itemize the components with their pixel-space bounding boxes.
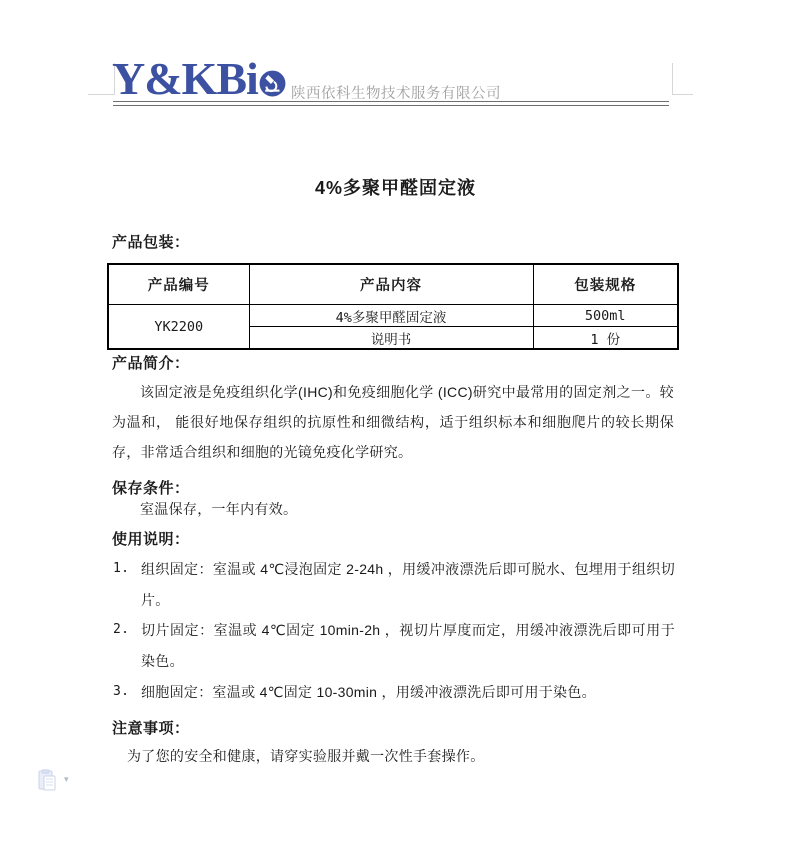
list-item-number: 2.	[113, 622, 130, 638]
section-heading-storage: 保存条件：	[112, 480, 190, 497]
list-item-text: 切片固定：室温或 4℃固定 10min-2h ，视切片厚度而定，用缓冲液漂洗后即可用于染色。	[141, 622, 675, 670]
notes-paragraph: 为了您的安全和健康，请穿实验服并戴一次性手套操作。	[127, 748, 485, 764]
list-item	[112, 677, 675, 708]
list-item	[112, 554, 675, 615]
col-header-product-code: 产品编号	[108, 264, 249, 305]
text-boundary-mark-left	[88, 63, 115, 95]
list-item	[112, 615, 675, 676]
company-logo	[112, 53, 286, 104]
list-item-number: 3.	[113, 683, 130, 699]
col-header-product-content: 产品内容	[249, 264, 533, 305]
product-content-cell: 说明书	[249, 327, 533, 350]
list-item-text: 细胞固定：室温或 4℃固定 10-30min ，用缓冲液漂洗后即可用于染色。	[141, 683, 596, 700]
product-content-cell: 4%多聚甲醛固定液	[249, 305, 533, 327]
section-heading-notes: 注意事项：	[112, 720, 190, 737]
package-spec-cell: 500ml	[533, 305, 678, 327]
product-code-cell: YK2200	[108, 305, 249, 350]
package-spec-cell: 1 份	[533, 327, 678, 350]
paste-options-button[interactable]	[38, 769, 69, 791]
list-item-number: 1.	[113, 561, 130, 576]
packaging-table	[107, 263, 679, 350]
company-name: 陕西依科生物技术服务有限公司	[291, 86, 501, 102]
section-heading-intro: 产品简介：	[112, 355, 190, 372]
logo-text: Y&KBi	[112, 53, 258, 104]
section-heading-usage: 使用说明：	[112, 531, 190, 548]
table-row	[108, 305, 678, 327]
microscope-icon	[259, 70, 286, 97]
col-header-package-spec: 包装规格	[533, 264, 678, 305]
usage-list	[112, 554, 675, 708]
section-heading-packaging: 产品包装：	[112, 234, 190, 251]
header-double-rule	[113, 101, 669, 106]
list-item-text: 组织固定：室温或 4℃浸泡固定 2-24h ，用缓冲液漂洗后即可脱水、包埋用于组织切片。	[141, 561, 675, 608]
clipboard-paste-icon	[38, 769, 56, 791]
page-title: 4%多聚甲醛固定液	[314, 178, 476, 198]
intro-paragraph: 该固定液是免疫组织化学(IHC)和免疫细胞化学 (ICC)研究中最常用的固定剂之一。较为温和， 能很好地保存组织的抗原性和细微结构，适于组织标本和细胞爬片的较长期保存，非常适合组织和细胞的光镜免疫化学研究。	[112, 384, 674, 460]
text-boundary-mark-right	[672, 63, 693, 95]
table-header-row	[108, 264, 678, 305]
storage-paragraph: 室温保存，一年内有效。	[140, 501, 298, 517]
chevron-down-icon[interactable]: ▾	[64, 774, 69, 784]
